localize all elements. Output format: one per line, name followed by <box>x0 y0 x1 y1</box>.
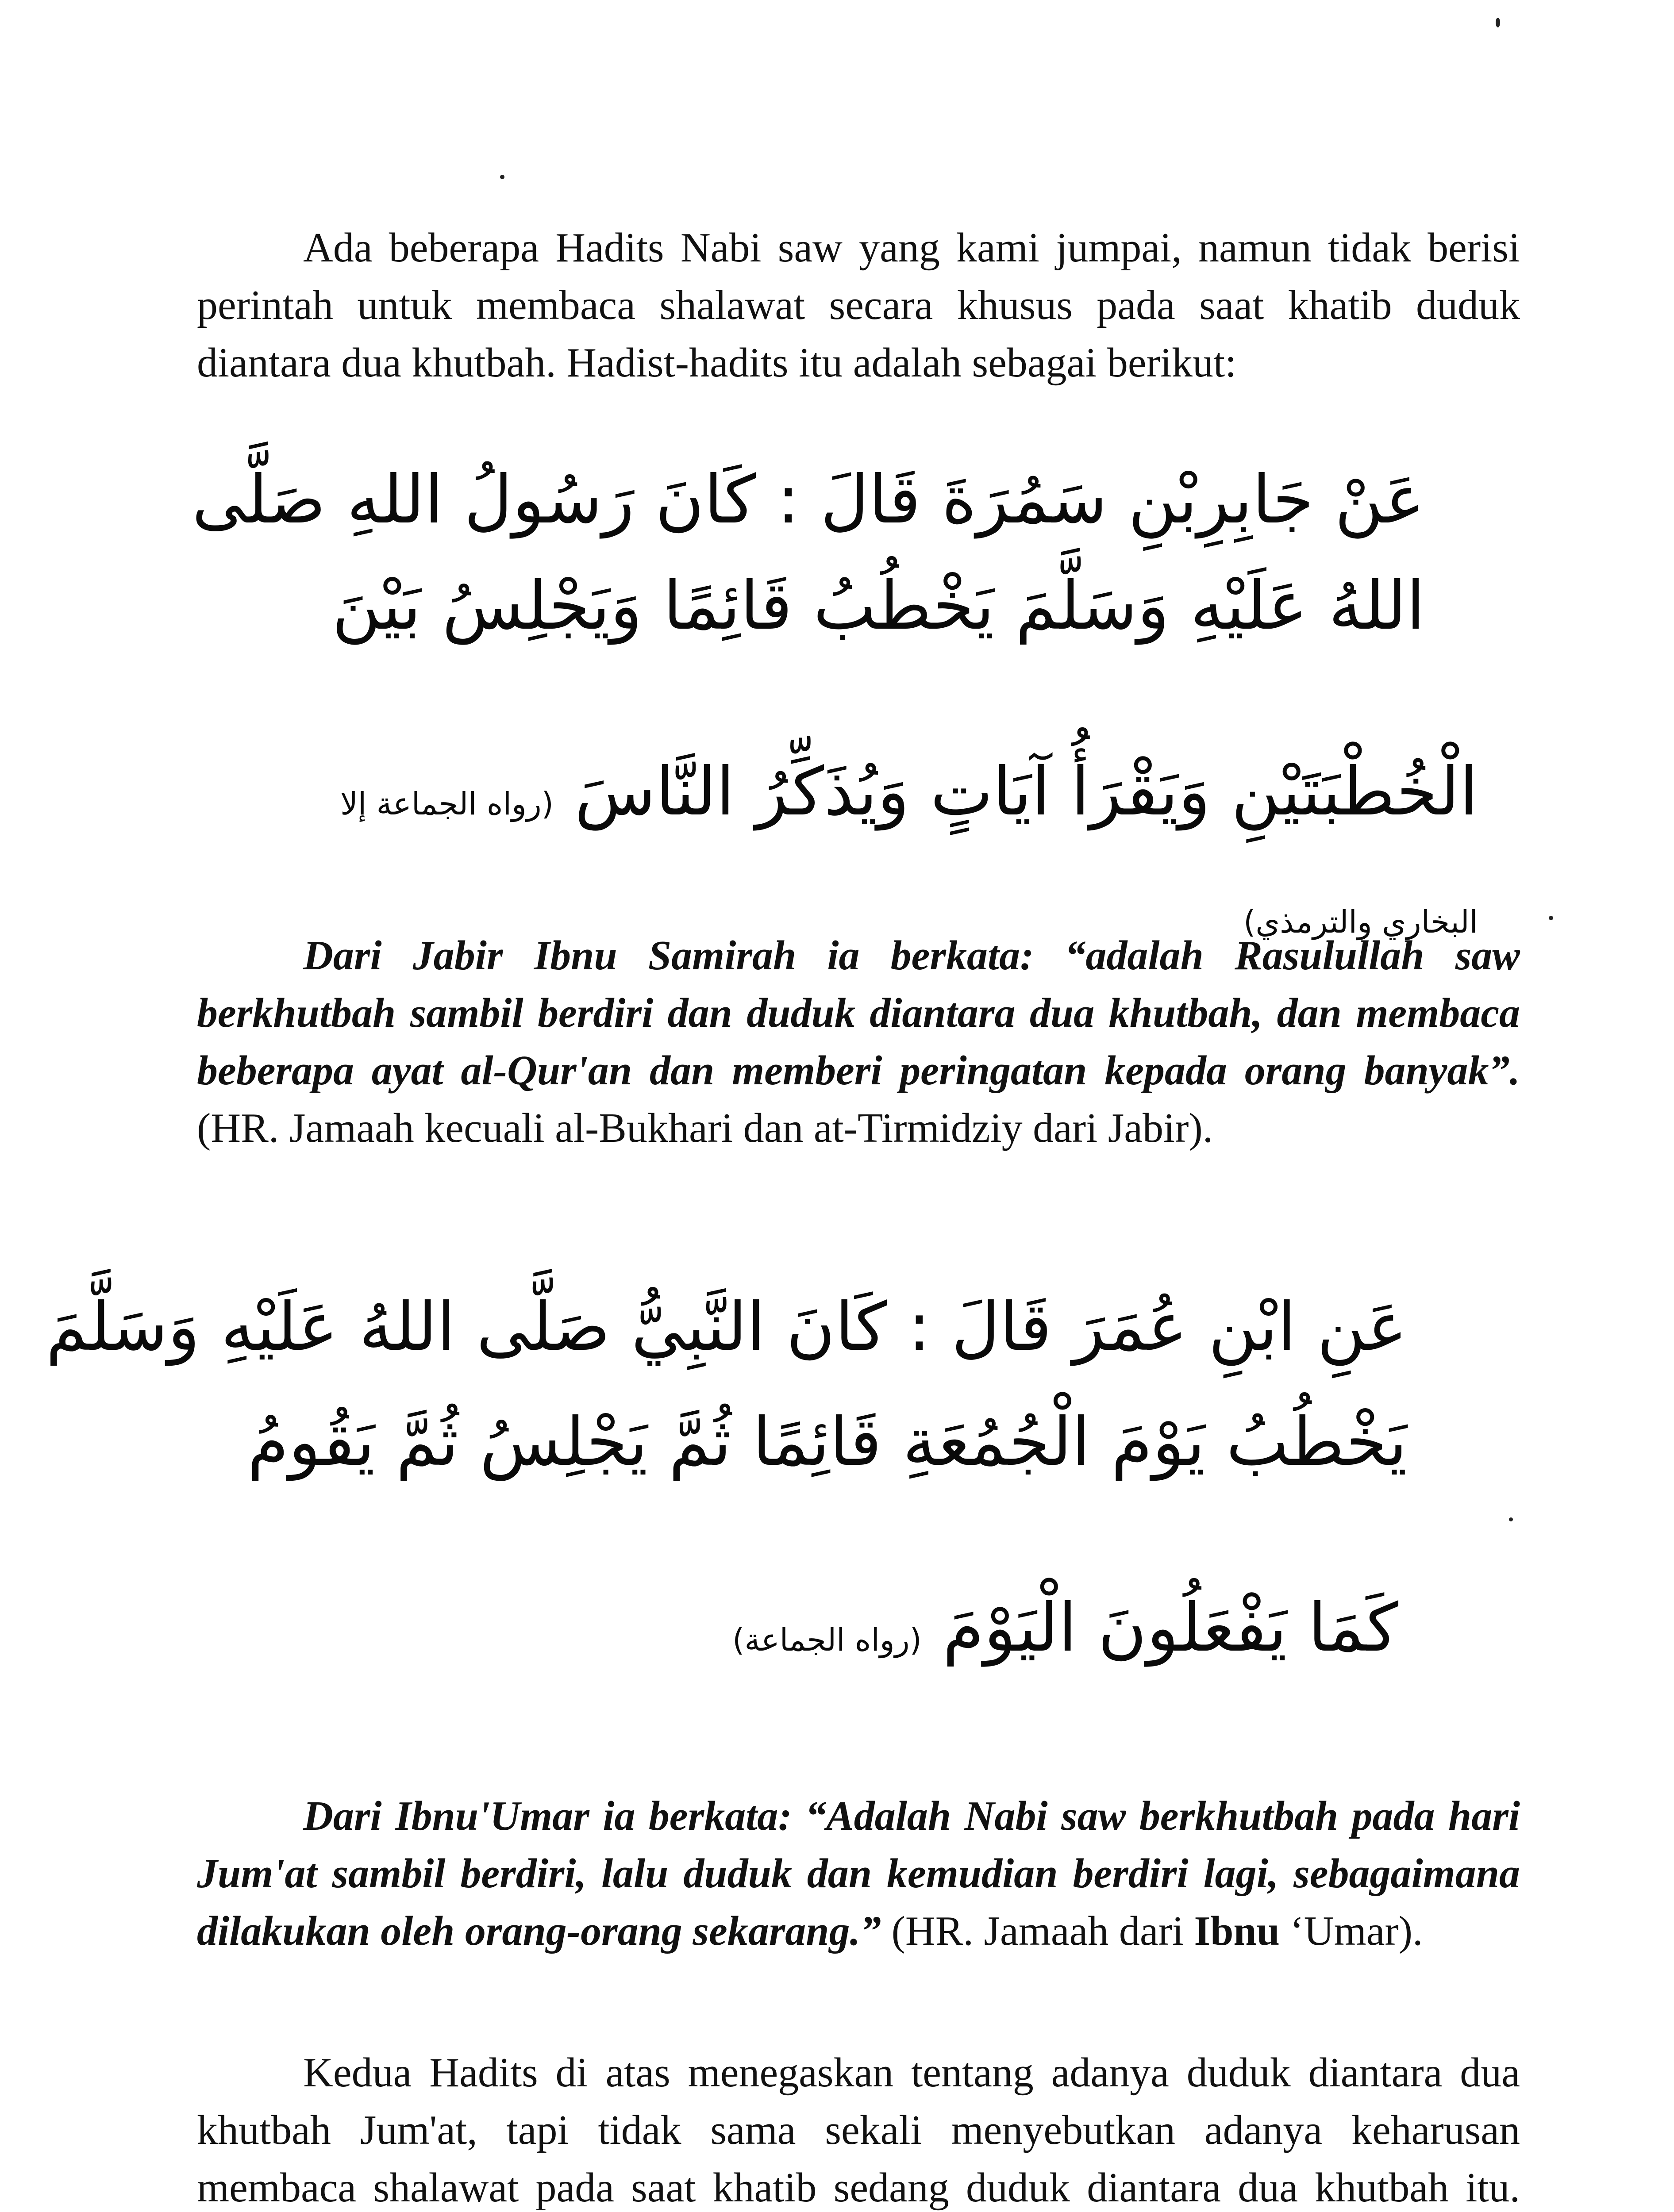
hadith-1-translation <box>197 927 1520 1157</box>
hadith-1-narration: (رواه الجماعة إلا البخاري والترمذي) <box>340 786 1478 940</box>
hadith-1-arabic-line-3: الْخُطْبَتَيْنِ وَيَقْرَأُ آيَاتٍ وَيُذَكِّرُ النَّاسَ <box>574 753 1478 830</box>
hadith-1-arabic-line-1: عَنْ جَابِرِبْنِ سَمُرَةَ قَالَ : كَانَ رَسُولُ اللهِ صَلَّى <box>192 461 1425 538</box>
scan-speck <box>1496 18 1500 27</box>
hadith-2-translation <box>197 1787 1520 1960</box>
hadith-1-arabic-line-2: اللهُ عَلَيْهِ وَسَلَّمَ يَخْطُبُ قَائِمًا وَيَجْلِسُ بَيْنَ <box>332 568 1425 645</box>
hadith-2-translation-source-1: (HR. Jamaah dari <box>881 1908 1194 1954</box>
hadith-2-arabic-line-1: عَنِ ابْنِ عُمَرَ قَالَ : كَانَ النَّبِيُّ صَلَّى اللهُ عَلَيْهِ وَسَلَّمَ <box>46 1289 1407 1366</box>
hadith-1-translation-italic: Dari Jabir Ibnu Samirah ia berkata: “adalah Rasulullah saw berkhutbah sambil berdiri dan duduk diantara dua khutbah, dan membaca beberapa ayat al-Qur'an dan memberi peringatan kepada orang banyak”. <box>197 933 1520 1094</box>
hadith-1-arabic <box>192 447 1425 659</box>
scan-speck <box>1509 1517 1513 1521</box>
intro-paragraph: Ada beberapa Hadits Nabi saw yang kami jumpai, namun tidak berisi perintah untuk membaca shalawat secara khusus pada saat khatib duduk diantara dua khutbah. Hadist-hadits itu adalah sebagai berikut: <box>197 225 1520 386</box>
scan-speck <box>1549 916 1553 920</box>
hadith-2-translation-source-2: ‘Umar). <box>1279 1908 1423 1954</box>
hadith-2-translation-italic: Dari Ibnu'Umar ia berkata: “Adalah Nabi saw berkhutbah pada hari Jum'at sambil berdiri, lalu duduk dan kemudian berdiri lagi, sebagaimana dilakukan oleh orang-orang sekarang.” <box>197 1793 1520 1954</box>
hadith-2-arabic-last <box>558 1575 1398 1693</box>
hadith-2-arabic-line-2: يَخْطُبُ يَوْمَ الْجُمُعَةِ قَائِمًا ثُمَّ يَجْلِسُ ثُمَّ يَقُومُ <box>247 1404 1407 1481</box>
hadith-2-arabic-line-3: كَمَا يَفْعَلُونَ الْيَوْمَ <box>943 1590 1398 1667</box>
hadith-2-arabic <box>46 1270 1407 1500</box>
hadith-2-translation-source-bold: Ibnu <box>1194 1908 1280 1954</box>
hadith-2-narration: (رواه الجماعة) <box>732 1622 922 1658</box>
scan-speck <box>500 175 504 179</box>
hadith-1-translation-source: (HR. Jamaah kecuali al-Bukhari dan at-Tirmidziy dari Jabir). <box>197 1105 1213 1151</box>
closing-paragraph: Kedua Hadits di atas menegaskan tentang adanya duduk diantara dua khutbah Jum'at, tapi tidak sama sekali menyebutkan adanya keharusan membaca shalawat pada saat khatib sedang duduk diantara dua khutbah itu. <box>197 2050 1520 2211</box>
